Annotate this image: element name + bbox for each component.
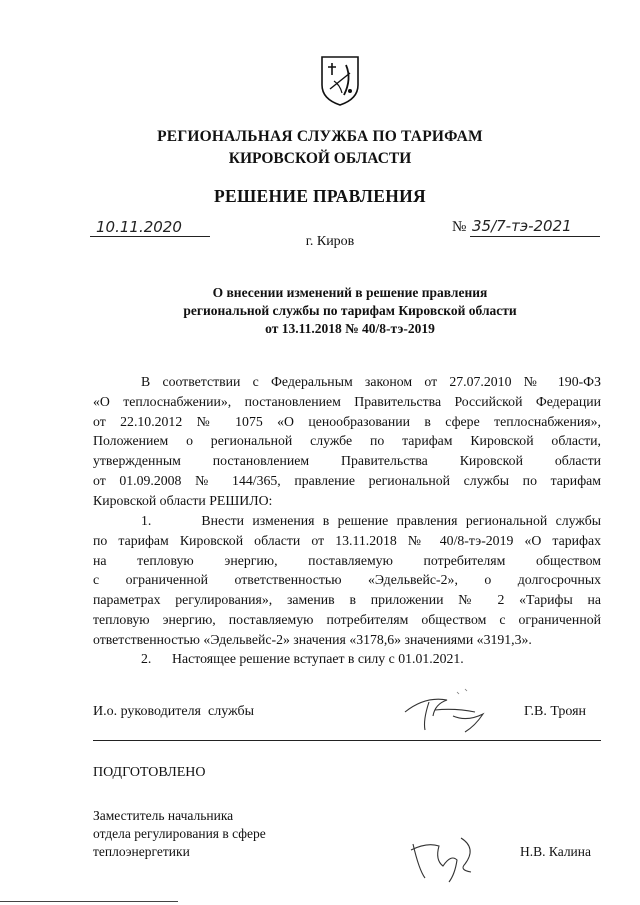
item1-line: на тепловую энергию, поставляемую потребителям обществом bbox=[93, 552, 601, 568]
preparer-position-line3: теплоэнергетики bbox=[93, 844, 190, 859]
subject-line2: региональной службы по тарифам Кировской области bbox=[183, 303, 517, 318]
intro-line: Кировской области РЕШИЛО: bbox=[93, 492, 273, 508]
intro-line: от 22.10.2012 № 1075 «О ценообразовании в сфере теплоснабжения», bbox=[93, 413, 601, 429]
coat-of-arms-emblem bbox=[320, 55, 360, 107]
preparer-position-line1: Заместитель начальника bbox=[93, 808, 234, 823]
preparer-signature-mark bbox=[405, 830, 485, 886]
subject-line3: от 13.11.2018 № 40/8-тэ-2019 bbox=[265, 321, 435, 336]
item2-line: 2. Настоящее решение вступает в силу с 01.01.2021. bbox=[141, 651, 464, 666]
org-title-line1: РЕГИОНАЛЬНАЯ СЛУЖБА ПО ТАРИФАМ bbox=[157, 128, 483, 145]
item1-line: по тарифам Кировской области от 13.11.2018 № 40/8-тэ-2019 «О тарифах bbox=[93, 532, 601, 548]
document-date: 10.11.2020 bbox=[96, 218, 182, 236]
item1-line: тепловую энергию, поставляемую потребителям обществом с ограниченной bbox=[93, 611, 601, 627]
signatory-name: Г.В. Троян bbox=[524, 704, 587, 719]
item1-paragraph bbox=[93, 511, 601, 650]
subject-line1: О внесении изменений в решение правления bbox=[212, 285, 488, 300]
preparer-position-line2: отдела регулирования в сфере bbox=[93, 826, 266, 841]
prepared-heading: ПОДГОТОВЛЕНО bbox=[93, 765, 206, 780]
number-prefix: № bbox=[452, 219, 467, 235]
signature-mark bbox=[395, 686, 505, 740]
preparer-name: Н.В. Калина bbox=[520, 844, 591, 859]
city: г. Киров bbox=[305, 234, 355, 249]
document-number: 35/7-тэ-2021 bbox=[472, 217, 572, 235]
intro-line: В соответствии с Федеральным законом от 27.07.2010 № 190-ФЗ bbox=[141, 374, 601, 389]
signature-divider bbox=[93, 740, 601, 741]
item1-line: ответственностью «Эдельвейс-2» значения «3178,6» значениями «3191,3». bbox=[93, 631, 532, 647]
intro-line: «О теплоснабжении», постановлением Правительства Российской Федерации bbox=[93, 393, 601, 409]
intro-line: Положением о региональной службе по тарифам Кировской области, bbox=[93, 433, 601, 449]
intro-paragraph bbox=[93, 372, 601, 511]
item1-line: с ограниченной ответственностью «Эдельвейс-2», о долгосрочных bbox=[93, 572, 601, 588]
intro-line: от 01.09.2008 № 144/365, правление региональной службы по тарифам bbox=[93, 472, 601, 488]
item2-paragraph bbox=[93, 649, 601, 669]
footer-rule bbox=[0, 901, 178, 902]
intro-line: утвержденным постановлением Правительства Кировской области bbox=[93, 453, 601, 469]
signatory-position: И.о. руководителя службы bbox=[93, 704, 255, 719]
item1-line: 1. Внести изменения в решение правления региональной службы bbox=[141, 513, 601, 528]
item1-line: параметрах регулирования», заменив в приложении № 2 «Тарифы на bbox=[93, 592, 601, 608]
document-type-title: РЕШЕНИЕ ПРАВЛЕНИЯ bbox=[214, 186, 426, 206]
org-title-line2: КИРОВСКОЙ ОБЛАСТИ bbox=[228, 150, 412, 167]
